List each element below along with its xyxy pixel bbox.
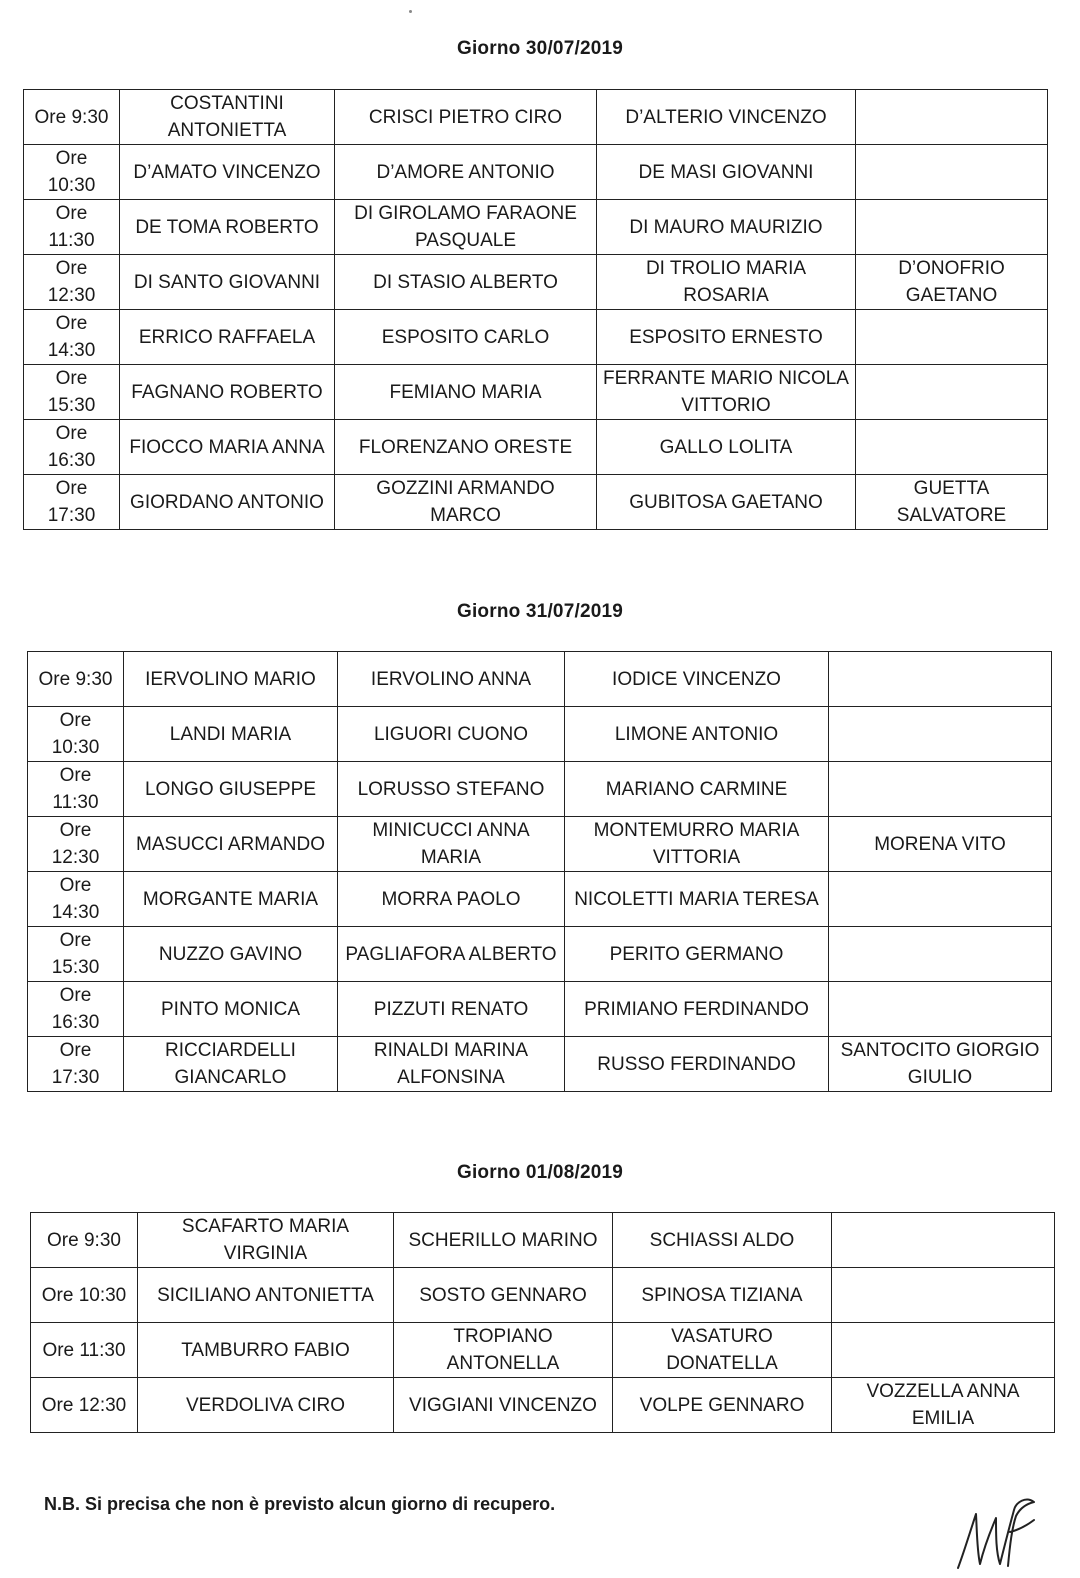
candidate-name-cell: IERVOLINO ANNA (338, 652, 565, 707)
candidate-name-cell (856, 90, 1048, 145)
scan-speck (409, 10, 412, 13)
candidate-name-cell: GIORDANO ANTONIO (120, 475, 335, 530)
schedule-row (24, 310, 1048, 365)
time-slot-cell: Ore 12:30 (24, 255, 120, 310)
candidate-name-cell: DE TOMA ROBERTO (120, 200, 335, 255)
candidate-name-cell (856, 420, 1048, 475)
candidate-name-cell: VOLPE GENNARO (613, 1378, 832, 1433)
candidate-name-cell: MARIANO CARMINE (565, 762, 829, 817)
candidate-name-cell (856, 310, 1048, 365)
candidate-name-cell: VIGGIANI VINCENZO (394, 1378, 613, 1433)
candidate-name-cell: NUZZO GAVINO (124, 927, 338, 982)
candidate-name-cell: LORUSSO STEFANO (338, 762, 565, 817)
candidate-name-cell: FAGNANO ROBERTO (120, 365, 335, 420)
candidate-name-cell: MORENA VITO (829, 817, 1052, 872)
candidate-name-cell: TAMBURRO FABIO (138, 1323, 394, 1378)
candidate-name-cell: D’AMATO VINCENZO (120, 145, 335, 200)
time-slot-cell: Ore 10:30 (28, 707, 124, 762)
time-slot-cell: Ore 10:30 (24, 145, 120, 200)
candidate-name-cell: SICILIANO ANTONIETTA (138, 1268, 394, 1323)
candidate-name-cell (832, 1323, 1055, 1378)
candidate-name-cell: GALLO LOLITA (597, 420, 856, 475)
schedule-row (24, 145, 1048, 200)
candidate-name-cell: RUSSO FERDINANDO (565, 1037, 829, 1092)
time-slot-cell: Ore 15:30 (24, 365, 120, 420)
candidate-name-cell: PERITO GERMANO (565, 927, 829, 982)
candidate-name-cell: LANDI MARIA (124, 707, 338, 762)
candidate-name-cell: VOZZELLA ANNA EMILIA (832, 1378, 1055, 1433)
schedule-row (24, 255, 1048, 310)
schedule-row (28, 927, 1052, 982)
schedule-row (31, 1268, 1055, 1323)
time-slot-cell: Ore 10:30 (31, 1268, 138, 1323)
schedule-row (28, 652, 1052, 707)
candidate-name-cell: LIMONE ANTONIO (565, 707, 829, 762)
schedule-row (24, 90, 1048, 145)
time-slot-cell: Ore 12:30 (31, 1378, 138, 1433)
candidate-name-cell (856, 200, 1048, 255)
candidate-name-cell (829, 652, 1052, 707)
candidate-name-cell: ESPOSITO ERNESTO (597, 310, 856, 365)
candidate-name-cell (829, 762, 1052, 817)
day-title-1: Giorno 30/07/2019 (456, 38, 624, 59)
candidate-name-cell: RINALDI MARINA ALFONSINA (338, 1037, 565, 1092)
candidate-name-cell: DI TROLIO MARIA ROSARIA (597, 255, 856, 310)
time-slot-cell: Ore 12:30 (28, 817, 124, 872)
candidate-name-cell: FLORENZANO ORESTE (335, 420, 597, 475)
candidate-name-cell: PIZZUTI RENATO (338, 982, 565, 1037)
candidate-name-cell: LONGO GIUSEPPE (124, 762, 338, 817)
candidate-name-cell (829, 707, 1052, 762)
candidate-name-cell: GOZZINI ARMANDO MARCO (335, 475, 597, 530)
candidate-name-cell (856, 365, 1048, 420)
candidate-name-cell: D’ALTERIO VINCENZO (597, 90, 856, 145)
candidate-name-cell: CRISCI PIETRO CIRO (335, 90, 597, 145)
candidate-name-cell: NICOLETTI MARIA TERESA (565, 872, 829, 927)
schedule-row (24, 365, 1048, 420)
schedule-table-01-08 (30, 1212, 1055, 1433)
candidate-name-cell (856, 145, 1048, 200)
schedule-row (31, 1378, 1055, 1433)
schedule-row (28, 707, 1052, 762)
candidate-name-cell: DI GIROLAMO FARAONE PASQUALE (335, 200, 597, 255)
candidate-name-cell: MORGANTE MARIA (124, 872, 338, 927)
schedule-row (24, 475, 1048, 530)
candidate-name-cell: FIOCCO MARIA ANNA (120, 420, 335, 475)
time-slot-cell: Ore 16:30 (28, 982, 124, 1037)
candidate-name-cell (832, 1268, 1055, 1323)
candidate-name-cell: VASATURO DONATELLA (613, 1323, 832, 1378)
schedule-row (28, 982, 1052, 1037)
candidate-name-cell: SCHERILLO MARINO (394, 1213, 613, 1268)
candidate-name-cell: D’AMORE ANTONIO (335, 145, 597, 200)
candidate-name-cell: ESPOSITO CARLO (335, 310, 597, 365)
candidate-name-cell: GUBITOSA GAETANO (597, 475, 856, 530)
time-slot-cell: Ore 14:30 (24, 310, 120, 365)
schedule-row (28, 762, 1052, 817)
candidate-name-cell: RICCIARDELLI GIANCARLO (124, 1037, 338, 1092)
candidate-name-cell: D’ONOFRIO GAETANO (856, 255, 1048, 310)
candidate-name-cell: MONTEMURRO MARIA VITTORIA (565, 817, 829, 872)
time-slot-cell: Ore 11:30 (24, 200, 120, 255)
candidate-name-cell (829, 927, 1052, 982)
schedule-row (24, 200, 1048, 255)
candidate-name-cell (829, 872, 1052, 927)
candidate-name-cell: DI STASIO ALBERTO (335, 255, 597, 310)
candidate-name-cell: SCHIASSI ALDO (613, 1213, 832, 1268)
candidate-name-cell: SPINOSA TIZIANA (613, 1268, 832, 1323)
schedule-table-31-07 (27, 651, 1052, 1092)
time-slot-cell: Ore 11:30 (31, 1323, 138, 1378)
time-slot-cell: Ore 17:30 (28, 1037, 124, 1092)
candidate-name-cell: DE MASI GIOVANNI (597, 145, 856, 200)
candidate-name-cell: PINTO MONICA (124, 982, 338, 1037)
candidate-name-cell: MORRA PAOLO (338, 872, 565, 927)
day-title-3: Giorno 01/08/2019 (456, 1162, 624, 1183)
schedule-row (31, 1213, 1055, 1268)
candidate-name-cell: TROPIANO ANTONELLA (394, 1323, 613, 1378)
schedule-row (24, 420, 1048, 475)
schedule-row (28, 1037, 1052, 1092)
time-slot-cell: Ore 14:30 (28, 872, 124, 927)
time-slot-cell: Ore 9:30 (31, 1213, 138, 1268)
time-slot-cell: Ore 17:30 (24, 475, 120, 530)
candidate-name-cell: VERDOLIVA CIRO (138, 1378, 394, 1433)
time-slot-cell: Ore 9:30 (28, 652, 124, 707)
candidate-name-cell: DI SANTO GIOVANNI (120, 255, 335, 310)
candidate-name-cell: SANTOCITO GIORGIO GIULIO (829, 1037, 1052, 1092)
time-slot-cell: Ore 16:30 (24, 420, 120, 475)
candidate-name-cell (832, 1213, 1055, 1268)
time-slot-cell: Ore 11:30 (28, 762, 124, 817)
time-slot-cell: Ore 9:30 (24, 90, 120, 145)
candidate-name-cell: LIGUORI CUONO (338, 707, 565, 762)
footer-note: N.B. Si precisa che non è previsto alcun giorno di recupero. (44, 1494, 556, 1514)
schedule-row (28, 872, 1052, 927)
candidate-name-cell: DI MAURO MAURIZIO (597, 200, 856, 255)
candidate-name-cell: COSTANTINI ANTONIETTA (120, 90, 335, 145)
day-title-2: Giorno 31/07/2019 (456, 601, 624, 622)
candidate-name-cell: MASUCCI ARMANDO (124, 817, 338, 872)
schedule-row (28, 817, 1052, 872)
candidate-name-cell: MINICUCCI ANNA MARIA (338, 817, 565, 872)
candidate-name-cell: SOSTO GENNARO (394, 1268, 613, 1323)
candidate-name-cell: PAGLIAFORA ALBERTO (338, 927, 565, 982)
schedule-row (31, 1323, 1055, 1378)
candidate-name-cell: GUETTA SALVATORE (856, 475, 1048, 530)
candidate-name-cell: ERRICO RAFFAELA (120, 310, 335, 365)
schedule-table-30-07 (23, 89, 1048, 530)
candidate-name-cell: PRIMIANO FERDINANDO (565, 982, 829, 1037)
candidate-name-cell: IODICE VINCENZO (565, 652, 829, 707)
candidate-name-cell: IERVOLINO MARIO (124, 652, 338, 707)
candidate-name-cell: FEMIANO MARIA (335, 365, 597, 420)
candidate-name-cell: FERRANTE MARIO NICOLA VITTORIO (597, 365, 856, 420)
candidate-name-cell: SCAFARTO MARIA VIRGINIA (138, 1213, 394, 1268)
time-slot-cell: Ore 15:30 (28, 927, 124, 982)
handwritten-signature (950, 1492, 1040, 1572)
candidate-name-cell (829, 982, 1052, 1037)
